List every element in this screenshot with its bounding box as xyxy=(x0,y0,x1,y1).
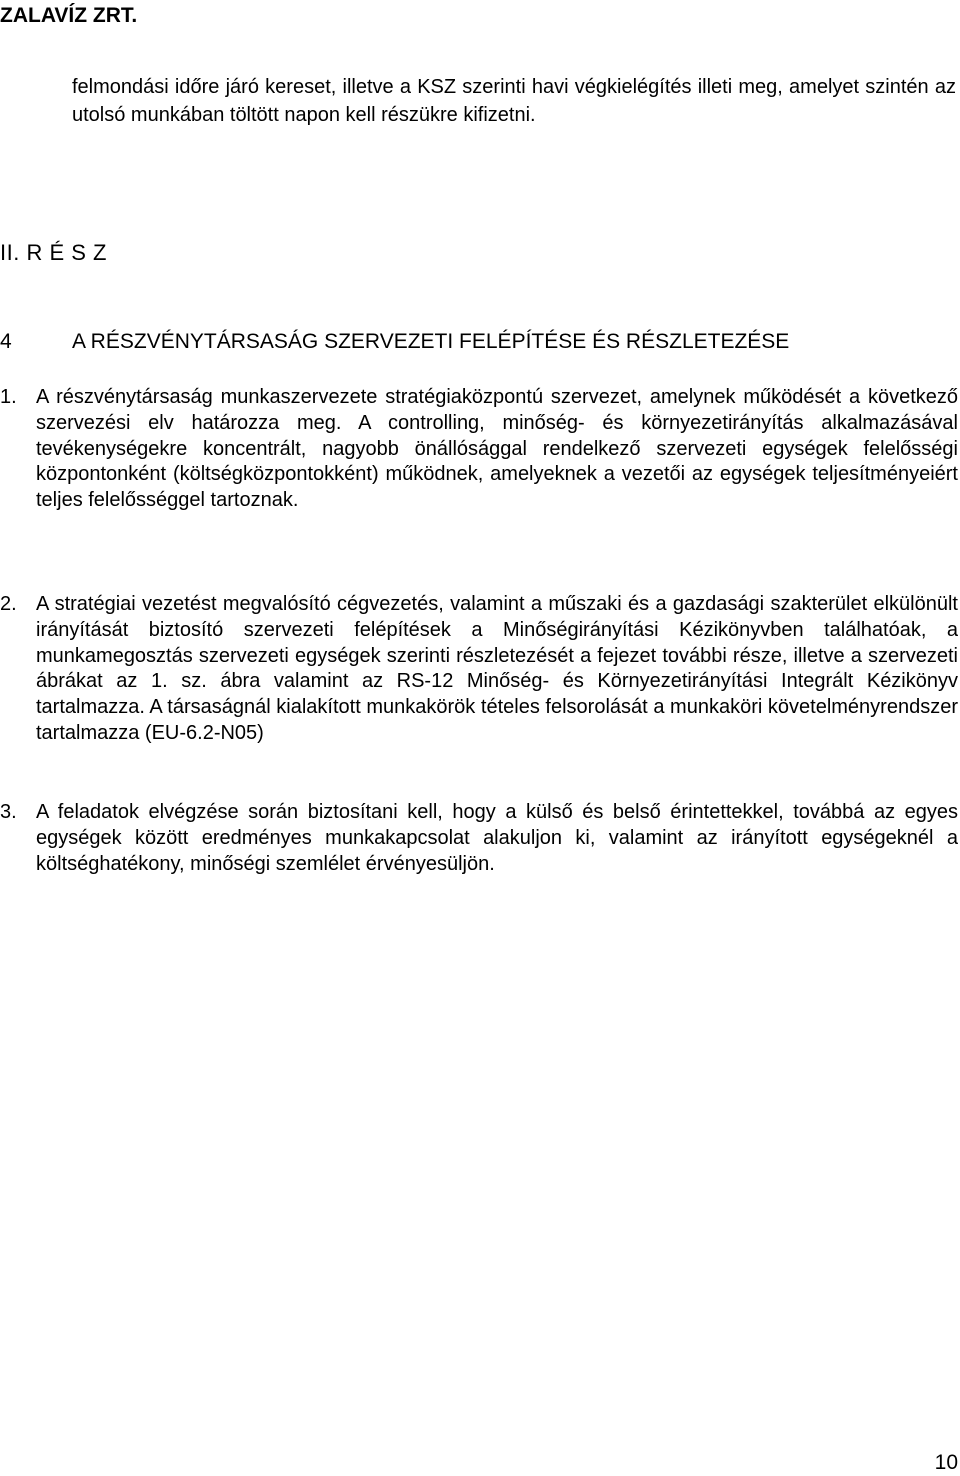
paragraph-1 xyxy=(0,385,958,514)
paragraph-number: 2. xyxy=(0,593,17,615)
paragraph-number: 1. xyxy=(0,386,17,408)
paragraph-text: A részvénytársaság munkaszervezete stratégiaközpontú szervezet, amelynek működését a következő szervezési elv határozza meg. A controlling, minőség- és környezetirányítás alkalmazásával tevékenységekre koncentrált, nagyobb önállósággal rendelkező szervezeti egységek felelősségi központonként (költségközpontokként) működnek, amelyeknek a vezetői az egységek teljesítményeiért teljes felelősséggel tartoznak. xyxy=(36,386,958,512)
section-heading xyxy=(0,327,789,357)
paragraph-number: 3. xyxy=(0,801,17,823)
page-number: 10 xyxy=(934,1451,958,1474)
paragraph-3 xyxy=(0,800,958,877)
company-name: ZALAVÍZ ZRT. xyxy=(0,4,138,27)
intro-paragraph: felmondási időre járó kereset, illetve a KSZ szerinti havi végkielégítés illeti meg, amelyet szintén az utolsó munkában töltött napon kell részükre kifizetni. xyxy=(72,76,956,126)
paragraph-text: A stratégiai vezetést megvalósító cégvezetés, valamint a műszaki és a gazdasági szakterület elkülönült irányítását biztosító szervezeti felépítések a Minőségirányítási Kézikönyvben találhatóak, a munkamegosztás szervezeti egységek szerinti részletezését a fejezet további része, illetve a szervezeti ábrákat az 1. sz. ábra valamint az RS-12 Minőség- és Környezetirányítási Integrált Kézikönyv tartalmazza. A társaságnál kialakított munkakörök tételes felsorolását a munkaköri követelményrendszer tartalmazza (EU-6.2-N05) xyxy=(36,593,958,744)
section-title: A RÉSZVÉNYTÁRSASÁG SZERVEZETI FELÉPÍTÉSE ÉS RÉSZLETEZÉSE xyxy=(72,330,790,353)
paragraph-text: A feladatok elvégzése során biztosítani kell, hogy a külső és belső érintettekkel, továbbá az egyes egységek között eredményes munkakapcsolat alakuljon ki, valamint az irányított egységeknél a költséghatékony, minőségi szemlélet érvényesüljön. xyxy=(36,801,958,875)
paragraph-2 xyxy=(0,592,958,747)
part-title: II. R É S Z xyxy=(0,240,107,265)
section-number: 4 xyxy=(0,330,12,353)
